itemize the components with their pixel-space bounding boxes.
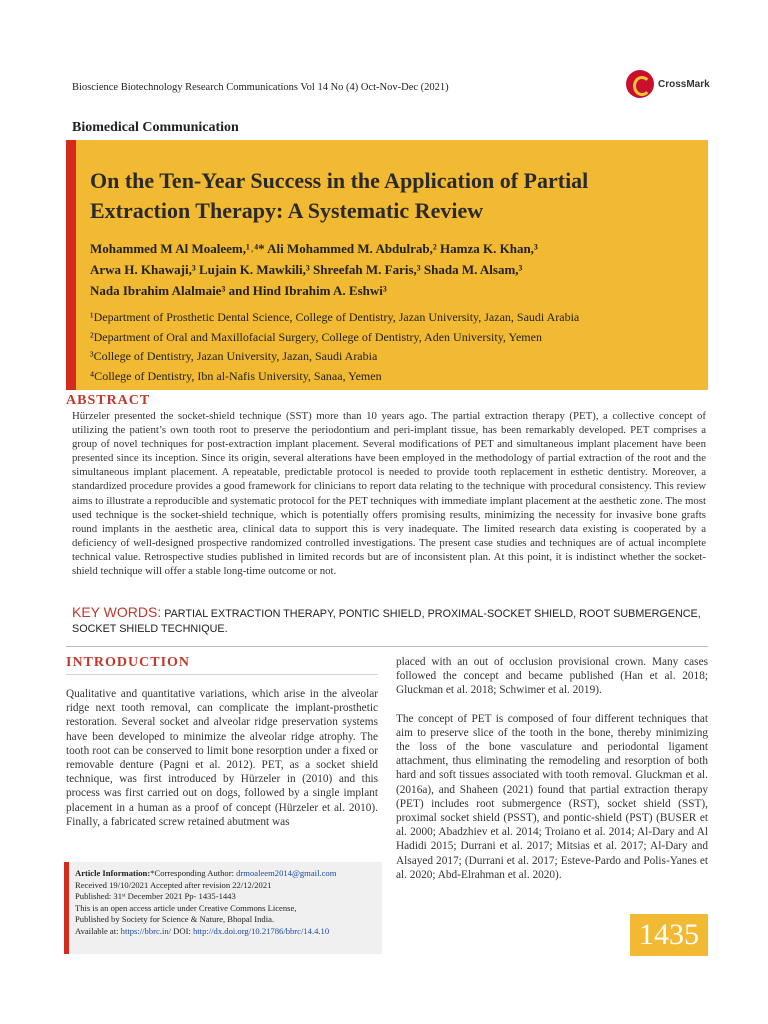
- keywords-label: KEY WORDS:: [72, 604, 162, 620]
- affiliation: ¹Department of Prosthetic Dental Science, College of Dentistry, Jazan University, Jazan, Saudi Arabia: [90, 310, 580, 324]
- author-line: Arwa H. Khawaji,³ Lujain K. Mawkili,³ Shreefah M. Faris,³ Shada M. Alsam,³: [90, 262, 523, 277]
- article-info-box: [64, 862, 382, 954]
- page-number: 1435: [630, 914, 708, 956]
- available-line: [75, 926, 382, 938]
- affiliation: ²Department of Oral and Maxillofacial Surgery, College of Dentistry, Aden University, Yemen: [90, 329, 542, 344]
- published-line: Published: 31ˢᵗ December 2021 Pp- 1435-1443: [75, 891, 236, 902]
- keywords: [72, 605, 706, 637]
- section-divider: [66, 646, 708, 647]
- crossmark-label: CrossMark: [658, 78, 710, 90]
- keywords-text: PARTIAL EXTRACTION THERAPY, PONTIC SHIELD, PROXIMAL-SOCKET SHIELD, ROOT SUBMERGENCE, SOCKET SHIELD TECHNIQUE.: [72, 608, 701, 635]
- title-accent-bar: [66, 140, 76, 390]
- journal-header: Bioscience Biotechnology Research Communications Vol 14 No (4) Oct-Nov-Dec (2021): [72, 82, 449, 93]
- affiliation: ³College of Dentistry, Jazan University, Jazan, Saudi Arabia: [90, 349, 378, 363]
- title-block: [66, 140, 708, 390]
- crossmark-icon: [626, 70, 654, 98]
- introduction-rule: [66, 674, 378, 675]
- journal-url-link[interactable]: https://bbrc.in/: [120, 925, 172, 936]
- corresponding-prefix: *Corresponding Author:: [150, 868, 237, 878]
- author-line: Nada Ibrahim Alalmaie³ and Hind Ibrahim A. Eshwi³: [90, 283, 387, 298]
- doi-prefix: DOI:: [171, 925, 193, 936]
- corresponding-line: [75, 868, 382, 880]
- intro-paragraph: The concept of PET is composed of four different techniques that aim to preserve slice of the tooth in the bone, thereby minimizing the loss of the bone vasculature and periodontal ligament attachment, thus eliminating the remodeling and resorption of both hard and soft tissues associated with tooth removal. Gluckman et al. (2016a), and Shaheen (2021) found that partial extraction therapy (PET) includes root submergence (RST), socket shield (SST), proximal socket shield (PSST), and pontic-shield (PST) (BUSER et al. 2000; Abadzhiev et al. 2014; Troiano et al. 2014; Al-Dary and Al Hadidi 2015; Durrani et al. 2017; Mitsias et al. 2017; Al-Dary and Alsayed 2017; (Durrani et al. 2017; Esteve-Pardo and Polis-Yanes et al. 2020; Abd-Elrahman et al. 2020).: [396, 712, 708, 881]
- author-line: Mohammed M Al Moaleem,¹˒⁴* Ali Mohammed M. Abdulrab,² Hamza K. Khan,³: [90, 241, 538, 256]
- paper-title: On the Ten-Year Success in the Application of Partial Extraction Therapy: A Systematic Review: [90, 168, 589, 223]
- introduction-heading: INTRODUCTION: [66, 655, 191, 670]
- intro-right-column: [396, 655, 708, 896]
- crossmark-badge[interactable]: [626, 70, 710, 98]
- author-email-link[interactable]: drmoaleem2014@gmail.com: [236, 868, 337, 878]
- abstract-text: Hürzeler presented the socket-shield technique (SST) more than 10 years ago. The partial extraction therapy (PET), a collective concept of utilizing the patient’s own tooth root to preserve the periodontium and peri-implant tissue, has been remarkably developed. PET comprises a group of novel techniques for post-extraction implant placement. Several modifications of PET and simultaneous implant placement have been presented since its inception. Since its origin, several alterations have been employed in the methodology of partial extraction of the root and the simultaneous implant placement. A repeatable, predictable protocol is needed to provide tooth replacement in esthetic dentistry. Moreover, a standardized procedure provides a good framework for clinicians to report data relating to the technique with procedural consistency. This review aims to illustrate a reproducible and systematic protocol for the PET techniques with immediate implant placement at the aesthetic zone. The most used technique is the socket-shield technique, which is potentially offers promising results, minimizing the necessity for invasive bone grafts round implants in the aesthetic area, clinical data to support this is very inadequate. The limited research data existing is cooperated by a deficiency of well-designed prospective randomized controlled investigations. The present case studies and techniques are of actual incomplete technical value. Retrospective studies published in limited records but are of inconsistent plan. At this point, it is indistinct whether the socket-shield technique will offer a stable long-time outcome or not.: [72, 410, 706, 578]
- intro-paragraph: placed with an out of occlusion provisional crown. Many cases followed the concept and became published (Han et al. 2018; Gluckman et al. 2018; Schwimer et al. 2019).: [396, 656, 708, 697]
- affiliation: ⁴College of Dentistry, Ibn al-Nafis University, Sanaa, Yemen: [90, 368, 382, 383]
- affiliation-list: [90, 308, 690, 386]
- section-type: Biomedical Communication: [72, 120, 239, 135]
- received-line: Received 19/10/2021 Accepted after revision 22/12/2021: [75, 879, 272, 890]
- author-list: [90, 238, 690, 301]
- license-line: This is an open access article under Creative Commons License,: [75, 902, 297, 913]
- publisher-line: Published by Society for Science & Nature, Bhopal India.: [75, 914, 275, 925]
- intro-left-column: Qualitative and quantitative variations, which arise in the alveolar ridge next tooth removal, can complicate the implant-prosthetic restoration. Several socket and alveolar ridge preservation systems have been developed to minimize the alveolar ridge atrophy. The tooth root can be conserved to limit bone resorption under a fixed or removable denture (Pagni et al. 2012). PET, as a socket shield technique, was first introduced by Hürzeler in (2010) and this process was first carried out on dogs, followed by a single implant placement in a human as a proof of concept (Hürzeler et al. 2010). Finally, a fabricated screw retained abutment was: [66, 688, 378, 828]
- article-info-label: Article Information:: [75, 868, 151, 878]
- abstract-heading: ABSTRACT: [66, 393, 151, 408]
- doi-link[interactable]: http://dx.doi.org/10.21786/bbrc/14.4.10: [193, 925, 330, 936]
- available-prefix: Available at:: [75, 925, 121, 936]
